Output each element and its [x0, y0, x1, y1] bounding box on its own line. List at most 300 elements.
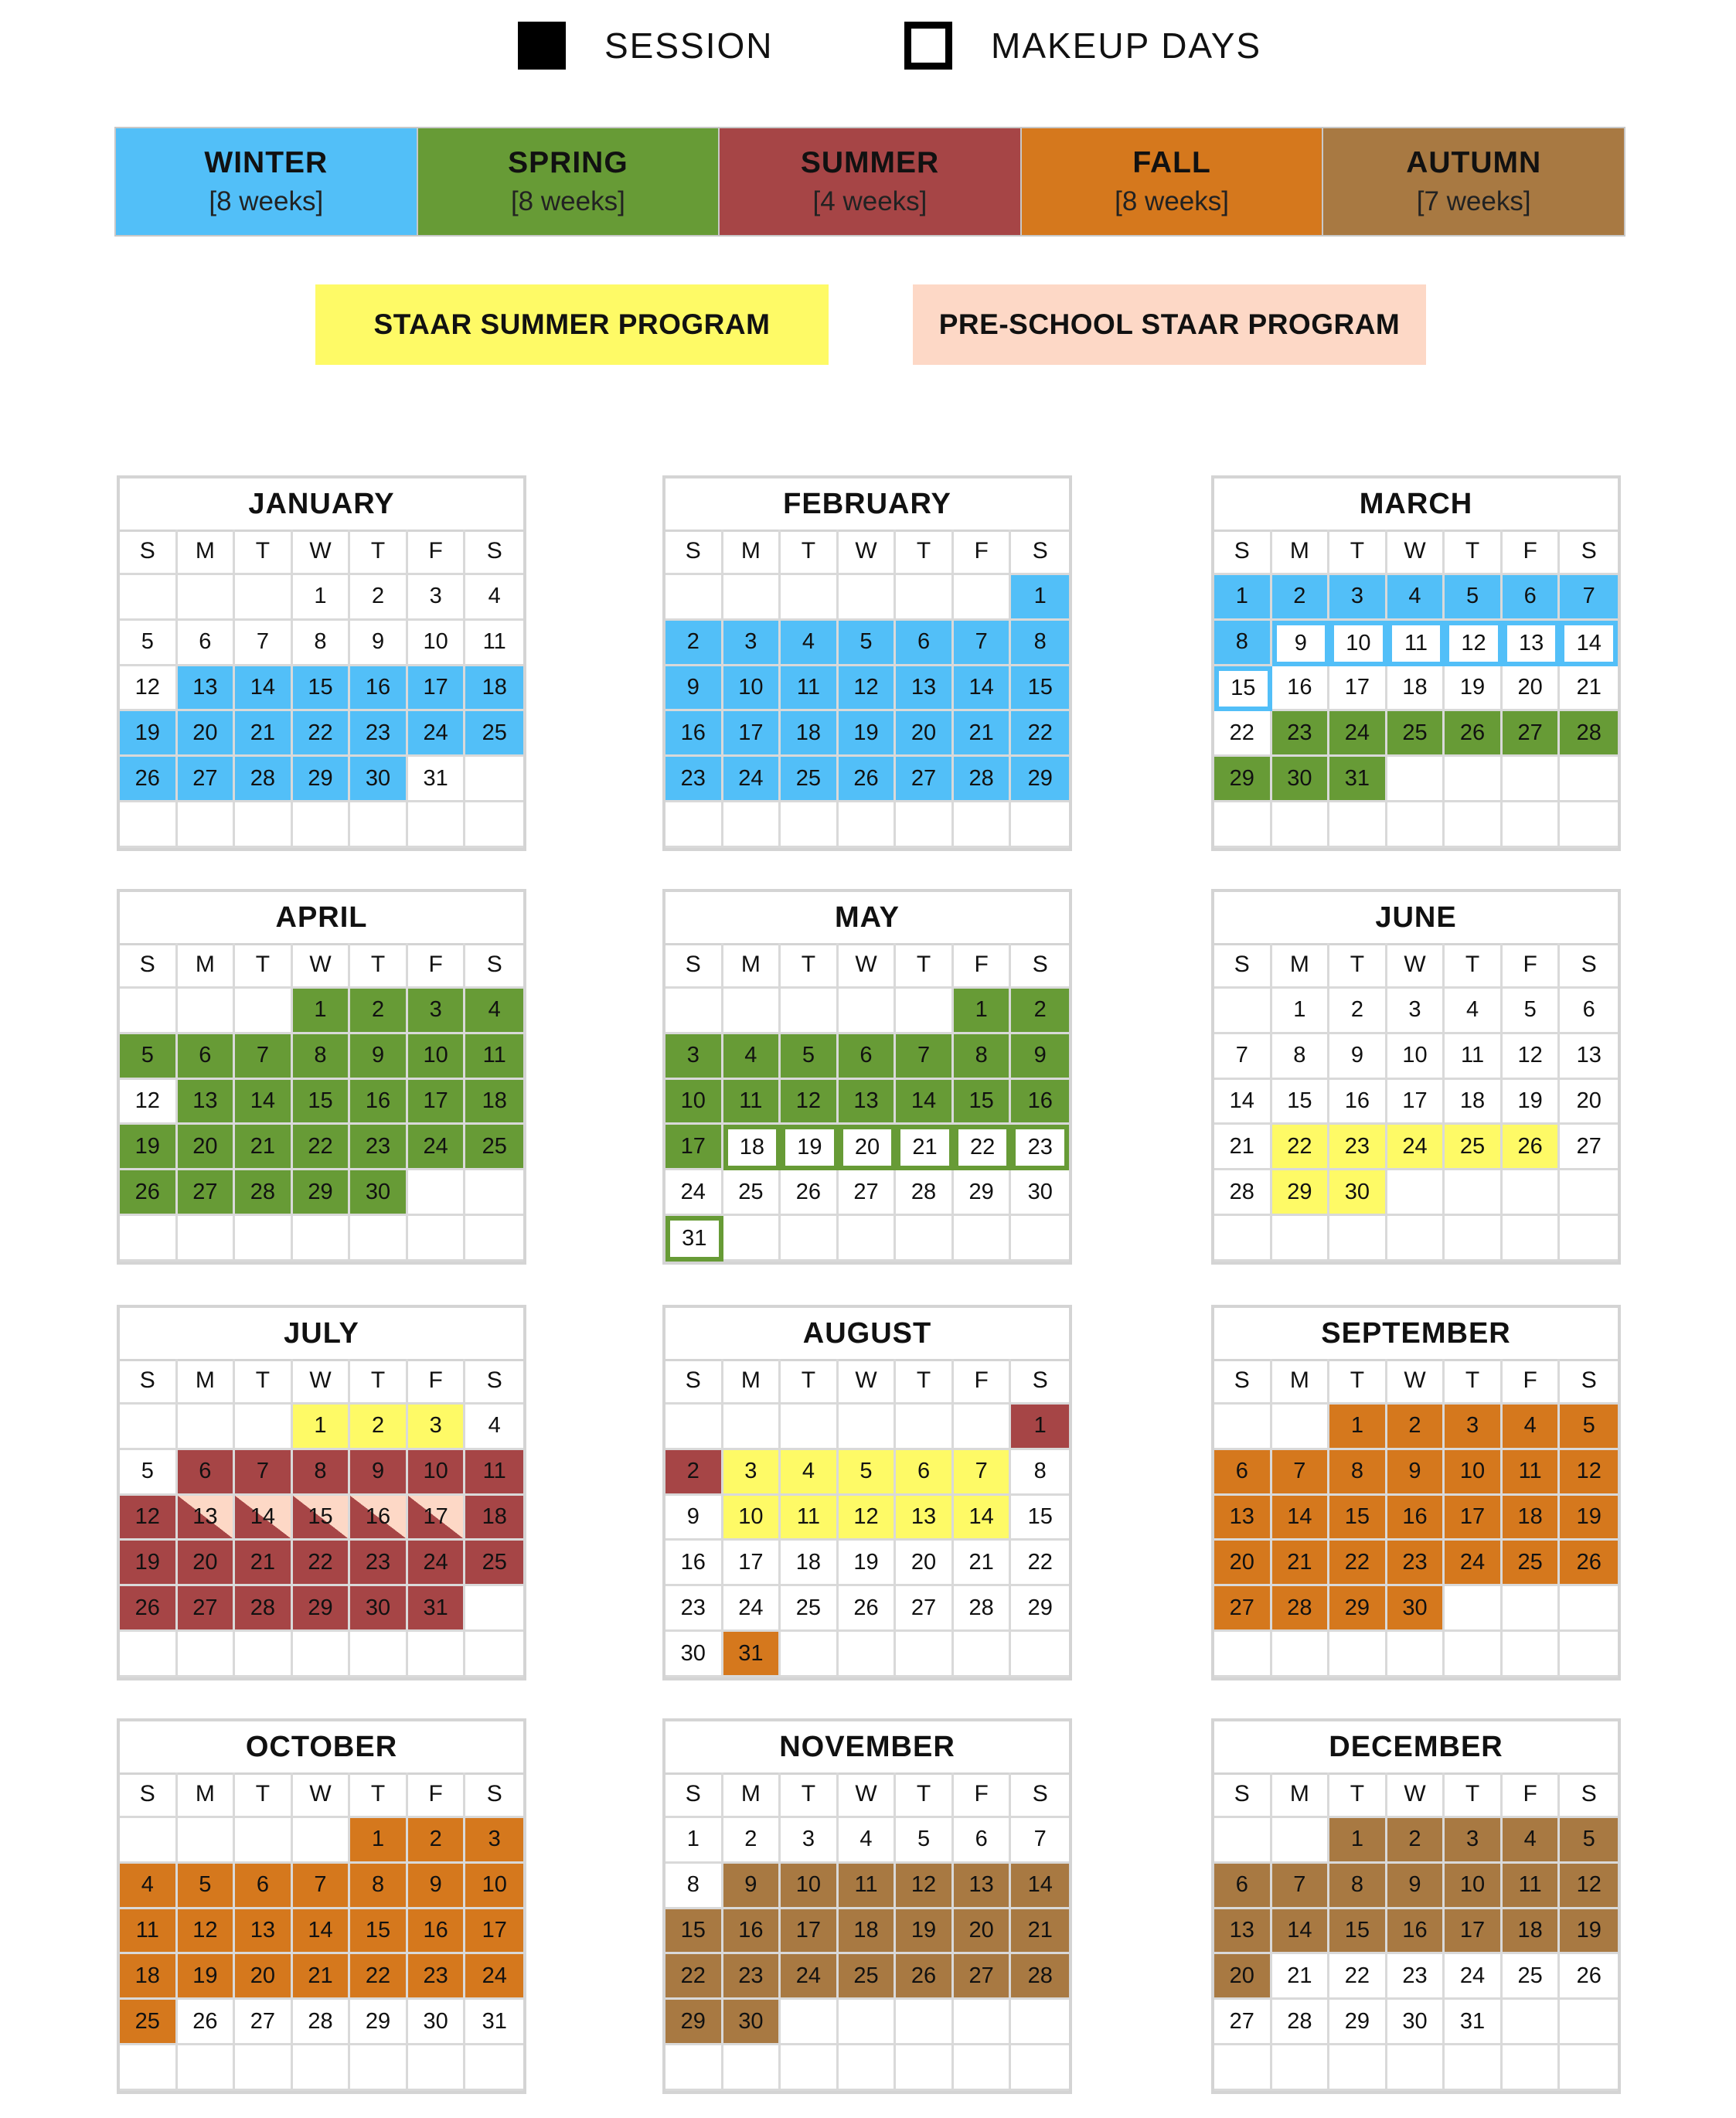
month-may	[662, 889, 1072, 1265]
day-cell: 24	[408, 711, 466, 757]
day-cell: 30	[1272, 757, 1330, 802]
day-cell: 17	[1329, 666, 1387, 712]
empty-day-cell	[896, 2000, 954, 2045]
month-title: NOVEMBER	[665, 1721, 1069, 1775]
day-cell: 21	[235, 711, 293, 757]
day-cell: 25	[1387, 711, 1445, 757]
day-cell: 23	[1272, 711, 1330, 757]
empty-day-cell	[408, 1216, 466, 1262]
empty-day-cell	[781, 575, 839, 621]
empty-day-cell	[350, 802, 408, 848]
day-cell: 14	[235, 666, 293, 712]
day-cell: 10	[723, 1496, 781, 1541]
weekday-header: T	[781, 1359, 839, 1405]
day-cell: 3	[1445, 1405, 1503, 1450]
season-winter	[116, 128, 418, 235]
day-cell: 29	[293, 1170, 351, 1216]
day-cell: 10	[408, 1034, 466, 1080]
day-cell: 4	[839, 1818, 897, 1864]
day-cell: 11	[465, 621, 523, 666]
day-cell: 21	[954, 1541, 1012, 1586]
day-cell: 5	[781, 1034, 839, 1080]
weekday-header: S	[120, 1359, 178, 1405]
day-cell: 11	[781, 666, 839, 712]
empty-day-cell	[1387, 1632, 1445, 1677]
day-cell: 2	[350, 1405, 408, 1450]
day-cell: 6	[178, 1034, 236, 1080]
day-cell: 8	[1011, 1450, 1069, 1496]
season-summer	[720, 128, 1022, 235]
day-cell: 4	[465, 989, 523, 1034]
empty-day-cell	[1329, 802, 1387, 848]
day-cell: 16	[350, 1496, 408, 1541]
weekday-header: S	[120, 943, 178, 989]
day-cell: 10	[665, 1080, 723, 1125]
empty-day-cell	[665, 802, 723, 848]
day-cell: 5	[120, 621, 178, 666]
day-cell: 15	[1329, 1496, 1387, 1541]
day-cell: 11	[465, 1034, 523, 1080]
makeup-day-cell: 14	[1560, 621, 1618, 666]
season-fall	[1022, 128, 1324, 235]
day-cell: 22	[293, 1125, 351, 1170]
empty-day-cell	[839, 1632, 897, 1677]
day-cell: 24	[665, 1170, 723, 1216]
day-cell: 5	[839, 1450, 897, 1496]
empty-day-cell	[1214, 989, 1272, 1034]
weekday-header: T	[1329, 1359, 1387, 1405]
empty-day-cell	[1445, 1586, 1503, 1632]
month-april	[117, 889, 526, 1265]
weekday-header: W	[839, 1772, 897, 1818]
day-cell: 17	[1445, 1496, 1503, 1541]
empty-day-cell	[1560, 802, 1618, 848]
empty-day-cell	[839, 2045, 897, 2091]
weekday-header: S	[665, 943, 723, 989]
weekday-header: T	[1445, 530, 1503, 575]
empty-day-cell	[1214, 1818, 1272, 1864]
month-title: MARCH	[1214, 478, 1618, 532]
day-cell: 13	[954, 1864, 1012, 1909]
empty-day-cell	[1387, 757, 1445, 802]
day-cell: 29	[1329, 1586, 1387, 1632]
day-cell: 27	[896, 1586, 954, 1632]
day-cell: 8	[1329, 1450, 1387, 1496]
day-cell: 18	[1445, 1080, 1503, 1125]
day-cell: 30	[350, 757, 408, 802]
day-cell: 18	[1503, 1909, 1561, 1955]
day-cell: 16	[350, 1080, 408, 1125]
weekday-header: S	[1560, 530, 1618, 575]
day-cell: 16	[1272, 666, 1330, 712]
season-key	[114, 127, 1625, 237]
day-cell: 1	[1272, 989, 1330, 1034]
month-title: JANUARY	[120, 478, 523, 532]
day-cell: 22	[1011, 711, 1069, 757]
season-weeks: [8 weeks]	[510, 186, 625, 216]
day-cell: 23	[665, 757, 723, 802]
day-cell: 22	[1272, 1125, 1330, 1170]
weekday-header: T	[896, 943, 954, 989]
day-cell: 29	[665, 2000, 723, 2045]
day-cell: 12	[120, 1080, 178, 1125]
day-cell: 12	[1560, 1450, 1618, 1496]
day-cell: 6	[896, 1450, 954, 1496]
weekday-header: S	[1011, 1359, 1069, 1405]
day-cell: 17	[408, 666, 466, 712]
day-cell: 22	[1214, 711, 1272, 757]
day-cell: 30	[1387, 2000, 1445, 2045]
empty-day-cell	[235, 575, 293, 621]
day-cell: 25	[1445, 1125, 1503, 1170]
day-cell: 14	[1272, 1909, 1330, 1955]
empty-day-cell	[954, 1405, 1012, 1450]
day-cell: 17	[408, 1496, 466, 1541]
day-cell: 21	[1560, 666, 1618, 712]
day-cell: 13	[896, 666, 954, 712]
empty-day-cell	[408, 1170, 466, 1216]
empty-day-cell	[781, 1216, 839, 1262]
empty-day-cell	[723, 2045, 781, 2091]
weekday-header: F	[1503, 1772, 1561, 1818]
empty-day-cell	[1445, 1170, 1503, 1216]
day-cell: 26	[1560, 1541, 1618, 1586]
day-cell: 24	[1445, 1541, 1503, 1586]
season-name: WINTER	[204, 146, 328, 179]
empty-day-cell	[1503, 1216, 1561, 1262]
weekday-header: F	[954, 943, 1012, 989]
day-cell: 28	[235, 757, 293, 802]
day-cell: 10	[408, 621, 466, 666]
day-cell: 7	[1011, 1818, 1069, 1864]
empty-day-cell	[723, 1216, 781, 1262]
day-cell: 11	[120, 1909, 178, 1955]
day-cell: 24	[465, 1954, 523, 2000]
day-cell: 31	[408, 1586, 466, 1632]
day-cell: 12	[781, 1080, 839, 1125]
day-cell: 24	[1445, 1954, 1503, 2000]
day-cell: 1	[665, 1818, 723, 1864]
weekday-header: W	[839, 943, 897, 989]
day-cell: 6	[1503, 575, 1561, 621]
month-january	[117, 475, 526, 851]
month-july	[117, 1305, 526, 1680]
weekday-header: M	[723, 1359, 781, 1405]
day-cell: 14	[1272, 1496, 1330, 1541]
day-cell: 3	[723, 1450, 781, 1496]
weekday-header: S	[120, 1772, 178, 1818]
day-cell: 22	[293, 1541, 351, 1586]
empty-day-cell	[1011, 1632, 1069, 1677]
empty-day-cell	[1329, 1216, 1387, 1262]
month-august	[662, 1305, 1072, 1680]
day-cell: 19	[1560, 1496, 1618, 1541]
weekday-header: F	[1503, 1359, 1561, 1405]
day-cell: 17	[723, 711, 781, 757]
weekday-header: S	[1560, 1772, 1618, 1818]
day-cell: 15	[1329, 1909, 1387, 1955]
day-cell: 20	[1214, 1954, 1272, 2000]
day-cell: 5	[1560, 1405, 1618, 1450]
empty-day-cell	[1387, 1170, 1445, 1216]
day-cell: 21	[1272, 1541, 1330, 1586]
empty-day-cell	[665, 2045, 723, 2091]
day-cell: 31	[408, 757, 466, 802]
weekday-header: F	[954, 1772, 1012, 1818]
day-cell: 9	[1011, 1034, 1069, 1080]
empty-day-cell	[665, 575, 723, 621]
day-cell: 27	[839, 1170, 897, 1216]
weekday-header: M	[178, 1359, 236, 1405]
day-cell: 25	[1503, 1541, 1561, 1586]
day-cell: 1	[293, 575, 351, 621]
month-days-grid	[1214, 530, 1618, 848]
day-cell: 1	[293, 989, 351, 1034]
day-cell: 15	[293, 666, 351, 712]
day-cell: 5	[1503, 989, 1561, 1034]
makeup-label: MAKEUP DAYS	[991, 26, 1262, 66]
weekday-header: T	[350, 530, 408, 575]
empty-day-cell	[235, 2045, 293, 2091]
weekday-header: S	[1011, 943, 1069, 989]
day-cell: 16	[408, 1909, 466, 1955]
day-cell: 6	[896, 621, 954, 666]
weekday-header: T	[896, 1772, 954, 1818]
weekday-header: W	[1387, 1772, 1445, 1818]
empty-day-cell	[896, 1632, 954, 1677]
empty-day-cell	[1272, 1405, 1330, 1450]
makeup-day-cell: 23	[1011, 1125, 1069, 1170]
day-cell: 14	[235, 1080, 293, 1125]
weekday-header: S	[1560, 1359, 1618, 1405]
day-cell: 30	[350, 1586, 408, 1632]
weekday-header: W	[1387, 530, 1445, 575]
weekday-header: M	[1272, 943, 1330, 989]
empty-day-cell	[723, 802, 781, 848]
day-cell: 13	[1560, 1034, 1618, 1080]
day-cell: 24	[408, 1125, 466, 1170]
day-cell: 2	[350, 575, 408, 621]
day-cell: 7	[235, 1450, 293, 1496]
day-cell: 31	[1329, 757, 1387, 802]
day-cell: 4	[781, 1450, 839, 1496]
weekday-header: W	[293, 1772, 351, 1818]
day-cell: 20	[1503, 666, 1561, 712]
empty-day-cell	[781, 1405, 839, 1450]
day-cell: 24	[408, 1541, 466, 1586]
day-cell: 6	[954, 1818, 1012, 1864]
empty-day-cell	[1445, 757, 1503, 802]
day-cell: 23	[1329, 1125, 1387, 1170]
weekday-header: T	[781, 530, 839, 575]
day-cell: 3	[408, 989, 466, 1034]
day-cell: 6	[178, 1450, 236, 1496]
day-cell: 8	[1272, 1034, 1330, 1080]
empty-day-cell	[120, 1216, 178, 1262]
weekday-header: F	[408, 1359, 466, 1405]
day-cell: 23	[665, 1586, 723, 1632]
day-cell: 13	[1214, 1496, 1272, 1541]
empty-day-cell	[235, 1216, 293, 1262]
day-cell: 25	[1503, 1954, 1561, 2000]
day-cell: 18	[465, 1080, 523, 1125]
day-cell: 17	[665, 1125, 723, 1170]
season-weeks: [8 weeks]	[209, 186, 324, 216]
month-days-grid	[665, 1772, 1069, 2091]
day-cell: 29	[1214, 757, 1272, 802]
day-cell: 14	[235, 1496, 293, 1541]
day-cell: 9	[350, 621, 408, 666]
makeup-day-cell: 18	[723, 1125, 781, 1170]
makeup-day-cell: 10	[1329, 621, 1387, 666]
day-cell: 27	[954, 1954, 1012, 2000]
day-cell: 27	[1214, 1586, 1272, 1632]
weekday-header: T	[1445, 1772, 1503, 1818]
empty-day-cell	[1560, 1216, 1618, 1262]
day-cell: 5	[896, 1818, 954, 1864]
day-cell: 22	[1329, 1954, 1387, 2000]
empty-day-cell	[1011, 2045, 1069, 2091]
day-cell: 8	[665, 1864, 723, 1909]
day-cell: 23	[350, 711, 408, 757]
day-cell: 19	[120, 1125, 178, 1170]
day-cell: 28	[1272, 2000, 1330, 2045]
empty-day-cell	[1272, 1818, 1330, 1864]
day-cell: 16	[665, 1541, 723, 1586]
day-cell: 3	[1387, 989, 1445, 1034]
season-name: SUMMER	[800, 146, 940, 179]
day-cell: 12	[1560, 1864, 1618, 1909]
day-cell: 17	[408, 1080, 466, 1125]
day-cell: 19	[178, 1954, 236, 2000]
day-cell: 8	[1214, 621, 1272, 666]
month-days-grid	[665, 1359, 1069, 1677]
empty-day-cell	[1560, 2000, 1618, 2045]
day-cell: 24	[723, 1586, 781, 1632]
day-cell: 7	[235, 1034, 293, 1080]
day-cell: 4	[1445, 989, 1503, 1034]
day-cell: 24	[723, 757, 781, 802]
day-cell: 2	[1011, 989, 1069, 1034]
weekday-header: F	[408, 530, 466, 575]
empty-day-cell	[350, 1632, 408, 1677]
empty-day-cell	[235, 1405, 293, 1450]
month-title: JULY	[120, 1308, 523, 1361]
makeup-day-cell: 31	[665, 1216, 723, 1262]
day-cell: 25	[839, 1954, 897, 2000]
day-cell: 5	[839, 621, 897, 666]
day-cell: 27	[178, 1170, 236, 1216]
empty-day-cell	[954, 802, 1012, 848]
empty-day-cell	[465, 1586, 523, 1632]
month-days-grid	[120, 530, 523, 848]
weekday-header: S	[1214, 1359, 1272, 1405]
empty-day-cell	[235, 1818, 293, 1864]
empty-day-cell	[408, 1632, 466, 1677]
weekday-header: W	[1387, 943, 1445, 989]
day-cell: 28	[235, 1586, 293, 1632]
day-cell: 21	[954, 711, 1012, 757]
day-cell: 6	[178, 621, 236, 666]
day-cell: 15	[293, 1496, 351, 1541]
day-cell: 7	[1272, 1864, 1330, 1909]
weekday-header: T	[350, 1772, 408, 1818]
empty-day-cell	[954, 575, 1012, 621]
day-cell: 1	[293, 1405, 351, 1450]
day-cell: 3	[665, 1034, 723, 1080]
month-title: SEPTEMBER	[1214, 1308, 1618, 1361]
weekday-header: M	[178, 1772, 236, 1818]
day-cell: 15	[954, 1080, 1012, 1125]
day-cell: 26	[896, 1954, 954, 2000]
day-cell: 15	[1011, 1496, 1069, 1541]
day-cell: 1	[1329, 1818, 1387, 1864]
day-cell: 8	[350, 1864, 408, 1909]
empty-day-cell	[465, 1632, 523, 1677]
empty-day-cell	[723, 989, 781, 1034]
empty-day-cell	[896, 1405, 954, 1450]
day-cell: 27	[178, 1586, 236, 1632]
weekday-header: S	[465, 943, 523, 989]
day-cell: 14	[896, 1080, 954, 1125]
empty-day-cell	[1445, 1632, 1503, 1677]
weekday-header: M	[1272, 1772, 1330, 1818]
empty-day-cell	[1560, 1170, 1618, 1216]
day-cell: 2	[1329, 989, 1387, 1034]
month-days-grid	[120, 943, 523, 1262]
day-cell: 10	[781, 1864, 839, 1909]
day-cell: 23	[408, 1954, 466, 2000]
day-cell: 14	[1214, 1080, 1272, 1125]
day-cell: 22	[1329, 1541, 1387, 1586]
day-cell: 26	[839, 1586, 897, 1632]
empty-day-cell	[465, 2045, 523, 2091]
empty-day-cell	[1272, 1632, 1330, 1677]
day-cell: 4	[465, 575, 523, 621]
month-title: MAY	[665, 892, 1069, 945]
month-days-grid	[1214, 1359, 1618, 1677]
staar-summer-program-label: STAAR SUMMER PROGRAM	[315, 284, 829, 365]
day-cell: 6	[1214, 1864, 1272, 1909]
day-cell: 4	[1387, 575, 1445, 621]
day-cell: 15	[350, 1909, 408, 1955]
empty-day-cell	[1214, 802, 1272, 848]
day-cell: 28	[1560, 711, 1618, 757]
season-name: SPRING	[508, 146, 628, 179]
day-cell: 23	[1387, 1541, 1445, 1586]
empty-day-cell	[1560, 757, 1618, 802]
day-cell: 26	[120, 1170, 178, 1216]
month-days-grid	[665, 943, 1069, 1262]
day-cell: 14	[1011, 1864, 1069, 1909]
empty-day-cell	[839, 2000, 897, 2045]
month-february	[662, 475, 1072, 851]
day-cell: 3	[723, 621, 781, 666]
weekday-header: S	[1011, 530, 1069, 575]
day-cell: 12	[839, 1496, 897, 1541]
empty-day-cell	[120, 802, 178, 848]
day-cell: 18	[465, 1496, 523, 1541]
empty-day-cell	[781, 2000, 839, 2045]
day-cell: 17	[781, 1909, 839, 1955]
day-cell: 7	[954, 1450, 1012, 1496]
day-cell: 19	[839, 1541, 897, 1586]
day-cell: 19	[839, 711, 897, 757]
weekday-header: S	[1560, 943, 1618, 989]
day-cell: 4	[1503, 1818, 1561, 1864]
makeup-legend	[904, 22, 1261, 70]
empty-day-cell	[465, 757, 523, 802]
